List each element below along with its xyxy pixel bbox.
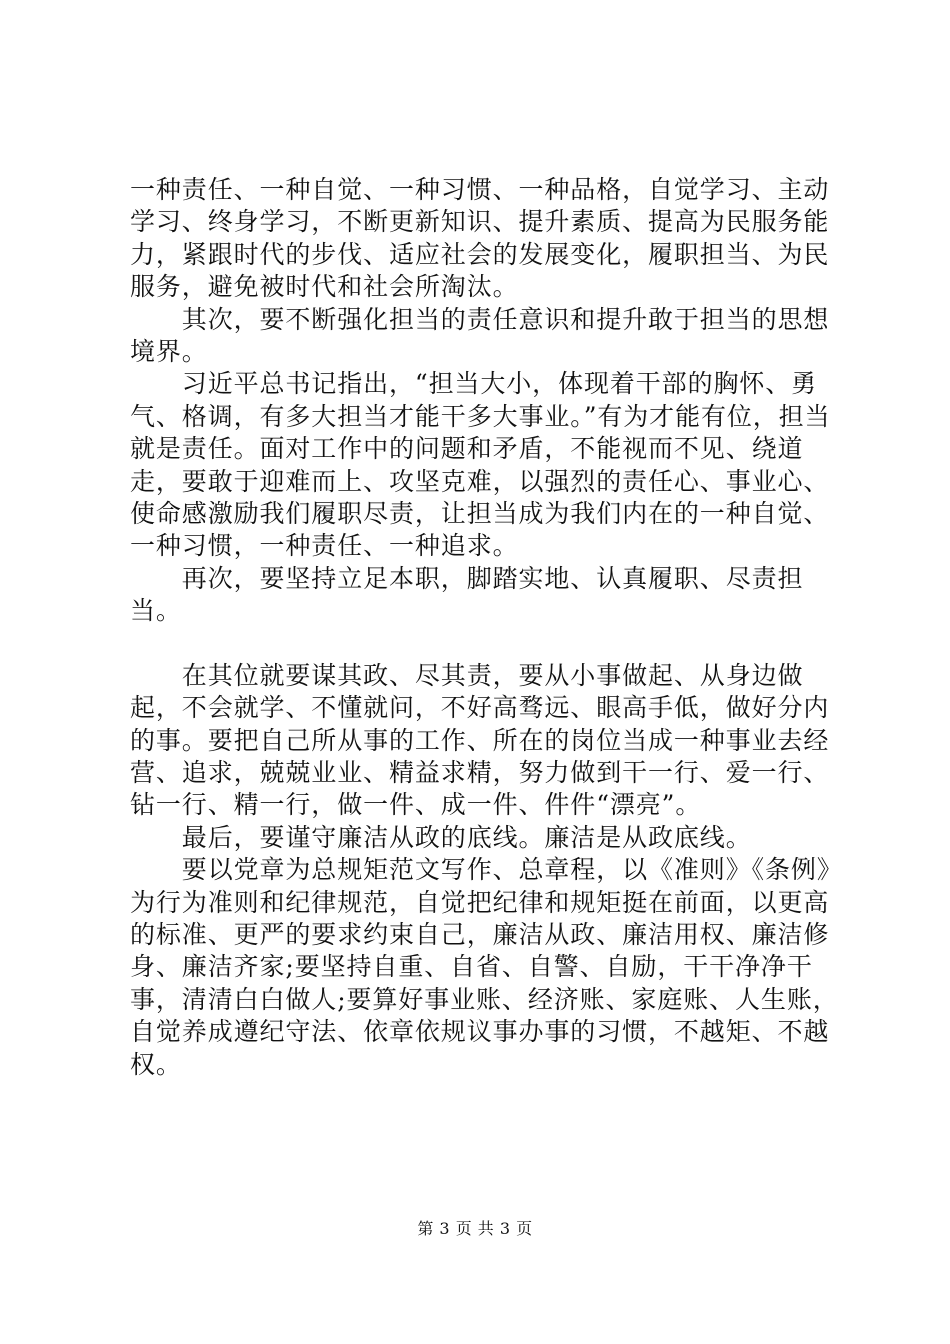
paragraph-6: 最后，要谨守廉洁从政的底线。廉洁是从政底线。 [130, 822, 752, 852]
paragraph-7: 要以党章为总规矩范文写作、总章程，以《准则》《条例》为行为准则和纪律规范，自觉把纪律和规矩挺在前面，以更高的标准、更严的要求约束自己，廉洁从政、廉洁用权、廉洁修身、廉洁齐家;要坚持自重、自省、自警、自励，干干净净干事，清清白白做人;要算好事业账、经济账、家庭账、人生账，自觉养成遵纪守法、依章依规议事办事的习惯，不越矩、不越权。 [130, 855, 843, 1079]
paragraph-4: 再次，要坚持立足本职，脚踏实地、认真履职、尽责担当。 [130, 563, 804, 626]
paragraph-3: 习近平总书记指出，“担当大小，体现着干部的胸怀、勇气、格调，有多大担当才能干多大事业。”有为才能有位，担当就是责任。面对工作中的问题和矛盾，不能视而不见、绕道走，要敢于迎难而上、攻坚克难，以强烈的责任心、事业心、使命感激励我们履职尽责，让担当成为我们内在的一种自觉、一种习惯，一种责任、一种追求。 [130, 369, 831, 561]
paragraph-1: 一种责任、一种自觉、一种习惯、一种品格，自觉学习、主动学习、终身学习，不断更新知识、提升素质、提高为民服务能力，紧跟时代的步伐、适应社会的发展变化，履职担当、为民服务，避免被时代和社会所淘汰。 [130, 175, 830, 302]
paragraph-2: 其次，要不断强化担当的责任意识和提升敢于担当的思想境界。 [130, 304, 830, 367]
document-body [130, 174, 850, 1081]
paragraph-5: 在其位就要谋其政、尽其责，要从小事做起、从身边做起，不会就学、不懂就问，不好高骛远、眼高手低，做好分内的事。要把自己所从事的工作、所在的岗位当成一种事业去经营、追求，兢兢业业、精益求精，努力做到干一行、爱一行、钻一行、精一行，做一件、成一件、件件“漂亮”。 [130, 660, 830, 820]
page-footer: 第 3 页 共 3 页 [417, 1219, 533, 1238]
